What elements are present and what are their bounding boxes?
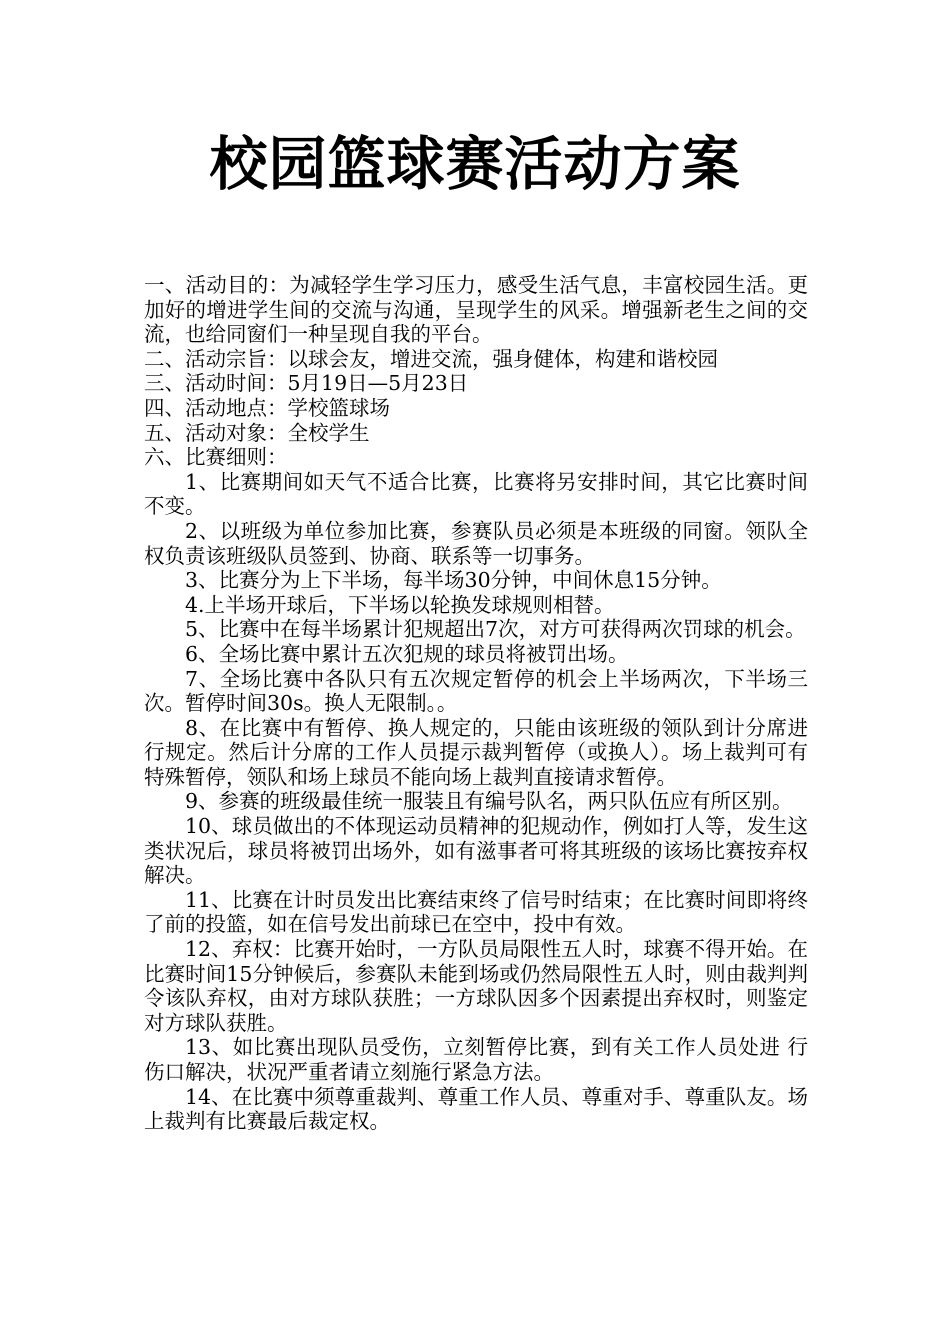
section-aim: 二、活动宗旨：以球会友，增进交流，强身健体，构建和谐校园 [144, 346, 718, 371]
section-time: 三、活动时间：5月19日—5月23日 [144, 371, 469, 396]
rule-item: 8、在比赛中有暂停、换人规定的，只能由该班级的领队到计分席进行规定。然后计分席的工作人员提示裁判暂停（或换人）。场上裁判可有特殊暂停，领队和场上球员不能向场上裁判直接请求暂停。 [144, 715, 808, 789]
rule-item: 5、比赛中在每半场累计犯规超出7次，对方可获得两次罚球的机会。 [185, 617, 806, 642]
section-location: 四、活动地点：学校篮球场 [144, 395, 390, 420]
rule-item: 12、弃权：比赛开始时，一方队员局限性五人时，球赛不得开始。在比赛时间15分钟候后，参赛队未能到场或仍然局限性五人时，则由裁判判令该队弃权，由对方球队获胜；一方球队因多个因素提出弃权时，则鉴定对方球队获胜。 [144, 937, 808, 1035]
section-rules-heading: 六、比赛细则： [144, 445, 288, 470]
document-title: 校园篮球赛活动方案 [209, 130, 741, 198]
rule-item: 4.上半场开球后，下半场以轮换发球规则相替。 [185, 592, 615, 617]
document-body [144, 273, 808, 1134]
section-participants: 五、活动对象：全校学生 [144, 420, 370, 445]
rule-item: 9、参赛的班级最佳统一服装且有编号队名，两只队伍应有所区别。 [185, 789, 793, 814]
rule-item: 6、全场比赛中累计五次犯规的球员将被罚出场。 [185, 641, 629, 666]
rule-item: 11、比赛在计时员发出比赛结束终了信号时结束；在比赛时间即将终了前的投篮，如在信号发出前球已在空中，投中有效。 [144, 887, 808, 937]
rule-item: 13、如比赛出现队员受伤，立刻暂停比赛，到有关工作人员处进 行伤口解决，状况严重者请立刻施行紧急方法。 [144, 1035, 808, 1084]
rule-item: 7、全场比赛中各队只有五次规定暂停的机会上半场两次，下半场三次。暂停时间30s。换人无限制。。 [144, 666, 808, 716]
rule-item: 14、在比赛中须尊重裁判、尊重工作人员、尊重对手、尊重队友。场上裁判有比赛最后裁定权。 [144, 1084, 808, 1134]
rule-item: 1、比赛期间如天气不适合比赛，比赛将另安排时间，其它比赛时间不变。 [144, 469, 808, 519]
rule-item: 2、以班级为单位参加比赛，参赛队员必须是本班级的同窗。领队全权负责该班级队员签到、协商、联系等一切事务。 [144, 518, 808, 568]
rule-item: 3、比赛分为上下半场，每半场30分钟，中间休息15分钟。 [185, 568, 722, 593]
section-purpose: 一、活动目的：为减轻学生学习压力，感受生活气息，丰富校园生活。更加好的增进学生间的交流与沟通，呈现学生的风采。增强新老生之间的交流，也给同窗们一种呈现自我的平台。 [144, 273, 808, 347]
rule-item: 10、球员做出的不体现运动员精神的犯规动作，例如打人等，发生这类状况后，球员将被罚出场外，如有滋事者可将其班级的该场比赛按弃权解决。 [144, 814, 808, 888]
